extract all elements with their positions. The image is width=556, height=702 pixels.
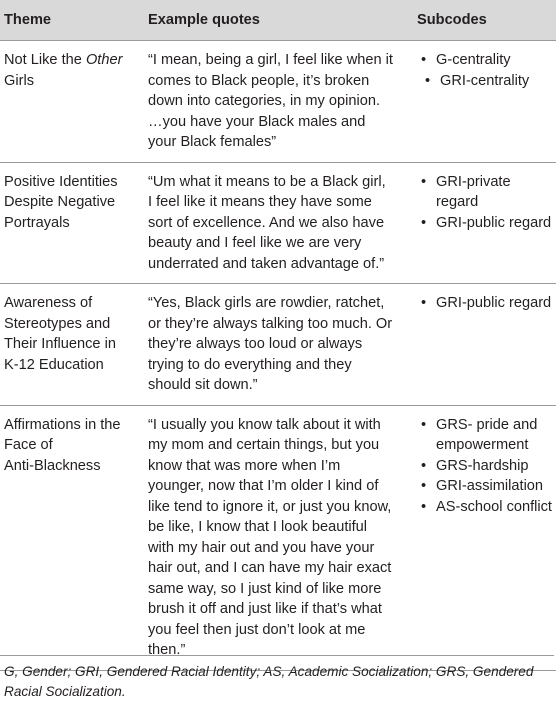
quote-line: trying to do everything and they [148,356,352,373]
theme-line: Stereotypes and [4,315,111,332]
quote-line: like tend to ignore it, or just you know, [148,498,392,515]
table-row [0,405,556,670]
subcode-list [417,293,554,314]
theme-text-start: Not Like the [4,52,86,68]
subcodes-cell [415,405,556,670]
quote-line: should sit down.” [148,377,258,393]
quote-line: you feel then just don’t look at me [148,621,366,638]
quote-line: they’re always too loud or always [148,336,363,352]
theme-line: Despite Negative [4,194,116,210]
theme-cell [0,41,145,163]
subcode-list [417,50,554,91]
subcode-item: • G-centrality [417,50,554,71]
quote-cell [145,405,415,670]
header-subcodes: Subcodes [415,0,556,41]
quote-line: “I usually you know talk about it with [148,416,381,433]
subcode-list [417,415,554,518]
theme-line: Face of [4,437,53,453]
subcode-item: • GRS- pride and empowerment [417,415,554,456]
theme-line: Anti-Blackness [4,457,101,474]
quote-line: same way, so I just kind of like more [148,580,382,597]
theme-line: Positive Identities [4,173,118,190]
header-theme: Theme [0,0,145,41]
footnote-line: G, Gender; GRI, Gendered Racial Identity; AS, Academic Socialization; GRS, Gendered [4,664,534,679]
subcode-item: • GRI-private regard [417,172,554,213]
quote-line: underrated and taken advantage of.” [148,255,385,272]
subcode-item: • GRI-centrality [417,71,554,92]
quote-line: with my hair out and you have your [148,539,375,556]
footnote-line: Racial Socialization. [4,684,126,699]
subcode-item: • GRI-public regard [417,293,554,314]
quote-line: “Yes, Black girls are rowdier, ratchet, [148,295,385,311]
quote-line: …you have your Black males and [148,113,366,130]
quote-line: your Black females” [148,134,277,150]
quote-line: comes to Black people, it’s broken [148,72,370,89]
table-header-row [0,0,556,41]
quote-line: or they’re always talking too much. Or [148,315,393,332]
quote-line: younger, now that I’m older I kind of [148,478,379,494]
quote-line: know that was more when I’m [148,457,341,474]
quote-line: be like, I know that I look beautiful [148,519,368,535]
quote-line: beauty and I feel like we are very [148,235,362,251]
quote-line: sort of excellence. And we also have [148,214,385,231]
quote-line: I feel like it means they have some [148,194,372,210]
theme-cell [0,162,145,284]
quote-line: then.” [148,642,186,658]
table-footnote [0,655,554,702]
theme-line: Their Influence in [4,336,116,352]
quote-line: “I mean, being a girl, I feel like when it [148,52,393,68]
subcodes-cell [415,284,556,406]
theme-text-italic: Other [85,52,123,68]
quote-cell [145,41,415,163]
quote-cell [145,284,415,406]
theme-line: Portrayals [4,214,70,231]
table-row [0,162,556,284]
subcode-item: • GRI-assimilation [417,476,554,497]
subcodes-cell [415,162,556,284]
theme-cell [0,284,145,406]
theme-text-end: Girls [4,72,34,89]
subcode-item: • AS-school conflict [417,497,554,518]
subcode-list [417,172,554,234]
theme-line: Awareness of [4,295,93,311]
quote-line: “Um what it means to be a Black girl, [148,173,386,190]
theme-line: Affirmations in the [4,416,121,433]
theme-cell [0,405,145,670]
header-example-quotes: Example quotes [145,0,415,41]
quote-line: down into categories, in my opinion. [148,93,381,109]
quote-line: brush it off and just like if that’s what [148,601,382,617]
table-row [0,284,556,406]
quote-line: my mom and certain things, but you [148,437,380,453]
subcodes-cell [415,41,556,163]
quote-cell [145,162,415,284]
quote-line: hair out, and I can have my hair exact [148,560,392,576]
theme-line: K-12 Education [4,356,104,373]
subcode-item: • GRI-public regard [417,213,554,234]
subcode-item: • GRS-hardship [417,456,554,477]
table-row [0,41,556,163]
